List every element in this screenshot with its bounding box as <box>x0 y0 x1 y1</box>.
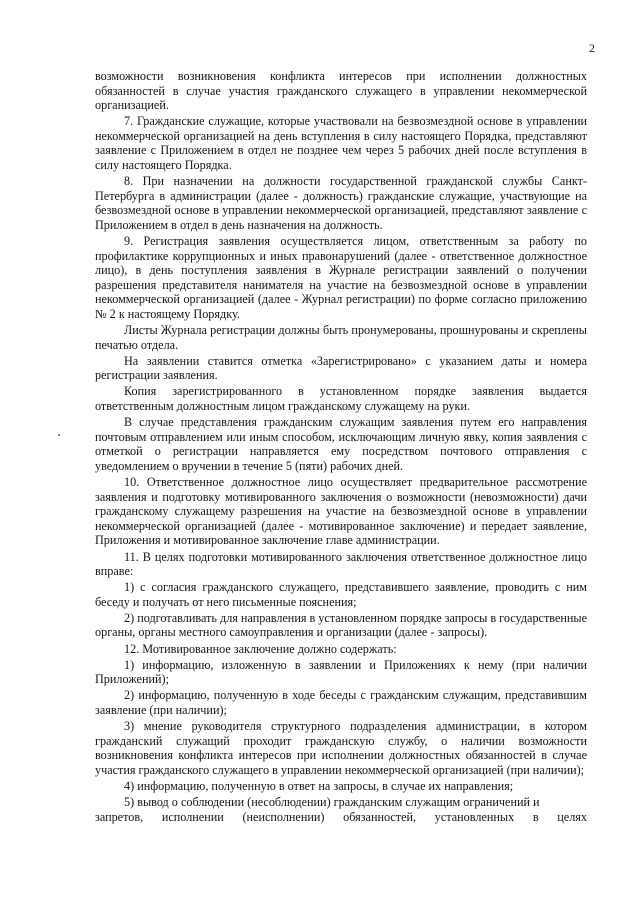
paragraph-item-12-sub-5: 5) вывод о соблюдении (несоблюдении) гражданским служащим ограничений и <box>124 795 540 809</box>
paragraph-journal-sheets: Листы Журнала регистрации должны быть пронумерованы, прошнурованы и скреплены печатью отдела. <box>95 323 587 352</box>
paragraph-postal-submission: В случае представления гражданским служащим заявления путем его направления почтовым отправлением или иным способом, исключающим личную явку, копия заявления с отметкой о регистрации направляется ему посредством почтового отправления с уведомлением о вручении в течение 5 (пяти) рабочих дней. <box>95 415 587 473</box>
paragraph-item-12-sub-1: 1) информацию, изложенную в заявлении и Приложениях к нему (при наличии Приложений); <box>95 657 587 687</box>
paragraph-copy-issued: Копия зарегистрированного в установленном порядке заявления выдается ответственным должностным лицом гражданскому служащему на руки. <box>95 384 587 414</box>
document-body <box>95 69 587 824</box>
paragraph-item-12-sub-4: 4) информацию, полученную в ответ на запросы, в случае их направления; <box>124 778 514 793</box>
paragraph-item-11-sub-1: 1) с согласия гражданского служащего, представившего заявление, проводить с ним беседу и получать от него письменные пояснения; <box>95 580 587 609</box>
paragraph-continuation: возможности возникновения конфликта интересов при исполнении должностных обязанностей в случае участия гражданского служащего в управлении некоммерческой организацией. <box>95 69 587 113</box>
paragraph-item-12-sub-3: 3) мнение руководителя структурного подразделения администрации, в котором гражданский служащий проходит гражданскую службу, о наличии возможности возникновения конфликта интересов при исполнении должностных обязанностей в случае участия гражданского служащего в управлении некоммерческой организацией (при наличии); <box>95 719 587 777</box>
paragraph-item-12-sub-2: 2) информацию, полученную в ходе беседы с гражданским служащим, представившим заявление (при наличии); <box>95 688 587 717</box>
paragraph-continued-line: запретов, исполнении (неисполнении) обязанностей, установленных в целях <box>95 809 587 824</box>
paragraph-item-8: 8. При назначении на должности государственной гражданской службы Санкт-Петербурга в администрации (далее - должность) гражданские служащие, участвующие на безвозмездной основе в управлении некоммерческой организацией, представляют заявление с Приложением в отдел в день назначения на должность. <box>95 174 587 232</box>
page-number: 2 <box>589 41 595 55</box>
paragraph-item-11-sub-2: 2) подготавливать для направления в установленном порядке запросы в государственные органы, органы местного самоуправления и организации (далее - запросы). <box>95 610 588 640</box>
scan-speck <box>58 434 60 436</box>
paragraph-item-7: 7. Гражданские служащие, которые участвовали на безвозмездной основе в управлении некоммерческой организацией на день вступления в силу настоящего Порядка, представляют заявление с Приложением в отдел не позднее чем через 5 рабочих дней после вступления в силу настоящего Порядка. <box>95 114 587 173</box>
paragraph-item-12: 12. Мотивированное заключение должно содержать: <box>124 641 397 656</box>
paragraph-registration-mark: На заявлении ставится отметка «Зарегистрировано» с указанием даты и номера регистрации заявления. <box>95 353 587 383</box>
paragraph-item-11: 11. В целях подготовки мотивированного заключения ответственное должностное лицо вправе: <box>95 549 587 579</box>
paragraph-item-9: 9. Регистрация заявления осуществляется лицом, ответственным за работу по профилактике коррупционных и иных правонарушений (далее - ответственное должностное лицо), в день поступления заявления в Журнале регистрации заявлений о получении разрешения представителя нанимателя на участие на безвозмездной основе в управлении некоммерческой организацией (далее - Журнал регистрации) по форме согласно приложению № 2 к настоящему Порядку. <box>95 234 587 321</box>
paragraph-item-10: 10. Ответственное должностное лицо осуществляет предварительное рассмотрение заявления и подготовку мотивированного заключения о возможности (невозможности) дачи гражданскому служащему разрешения на участие на безвозмездной основе в управлении некоммерческой организацией (далее - мотивированное заключение) и передает заявление, Приложения и мотивированное заключение главе администрации. <box>95 475 587 548</box>
